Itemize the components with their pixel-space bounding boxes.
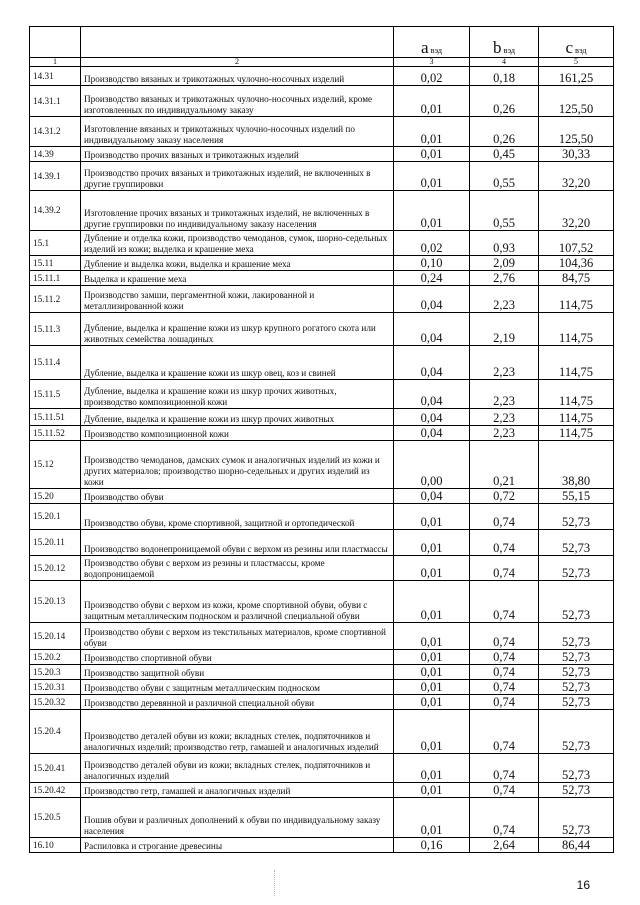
table-row [30,256,614,271]
activity-name: Дубление, выделка и крашение кожи из шкур крупного рогатого скота или животных семейства лошадиных [81,313,394,346]
coef-a-value: 0,04 [394,380,470,409]
activity-code: 15.11.3 [30,313,81,346]
activity-name: Распиловка и строгание древесины [81,838,394,853]
activity-name: Производство деталей обуви из кожи; вкладных стелек, подпяточников и аналогичных изделий; производство гетр, гамашей и аналогичных изделий [81,710,394,754]
activity-code: 15.1 [30,231,81,256]
activity-code: 15.11.2 [30,286,81,313]
coef-a-value: 0,16 [394,838,470,853]
coef-b-value: 0,74 [470,754,539,783]
coef-a-value: 0,04 [394,313,470,346]
coef-b-value: 0,26 [470,117,539,147]
coef-b-value: 2,19 [470,313,539,346]
coef-c-value: 107,52 [539,231,614,256]
coef-b-value: 0,55 [470,191,539,231]
coef-b-value: 0,18 [470,67,539,86]
coef-a-value: 0,01 [394,695,470,710]
activity-name: Производство вязаных и трикотажных чулочно-носочных изделий, кроме изготовленных по индивидуальному заказу [81,86,394,117]
activity-code: 15.11 [30,256,81,271]
activity-code: 15.20 [30,489,81,504]
coef-b-value: 0,74 [470,581,539,623]
coef-c-value: 38,80 [539,441,614,489]
coef-a-value: 0,02 [394,67,470,86]
header-code-cell [30,27,81,58]
coef-a-value: 0,01 [394,680,470,695]
header-a-cell: a вэд [394,27,470,58]
coef-b-value: 0,74 [470,556,539,581]
coef-a-value: 0,01 [394,623,470,650]
coef-c-value: 32,20 [539,191,614,231]
activity-code: 15.20.12 [30,556,81,581]
coef-c-value: 114,75 [539,409,614,426]
activity-name: Производство водонепроницаемой обуви с верхом из резины или пластмассы [81,530,394,556]
coef-b-value: 0,74 [470,798,539,838]
table-row [30,191,614,231]
activity-code: 14.31.2 [30,117,81,147]
coef-c-value: 52,73 [539,754,614,783]
table-row [30,623,614,650]
coef-b-value: 2,76 [470,271,539,286]
coef-a-value: 0,04 [394,346,470,380]
activity-name: Производство обуви с верхом из кожи, кроме спортивной обуви, обуви с защитным металлическим подноском и различной специальной обуви [81,581,394,623]
activity-code: 15.20.1 [30,504,81,530]
activity-name: Производство защитной обуви [81,665,394,680]
activity-code: 15.20.11 [30,530,81,556]
activity-name: Выделка и крашение меха [81,271,394,286]
table-header-row [30,27,614,58]
activity-code: 15.20.2 [30,650,81,665]
table-row [30,162,614,191]
activity-name: Производство прочих вязаных и трикотажных изделий [81,147,394,162]
activity-name: Производство композиционной кожи [81,426,394,441]
activity-code: 15.11.52 [30,426,81,441]
activity-code: 15.11.4 [30,346,81,380]
coef-a-value: 0,01 [394,556,470,581]
table-row [30,695,614,710]
activity-name: Производство вязаных и трикотажных чулочно-носочных изделий [81,67,394,86]
table-row [30,380,614,409]
coef-a-value: 0,02 [394,231,470,256]
coef-b-value: 0,26 [470,86,539,117]
coef-c-value: 52,73 [539,695,614,710]
coef-a-value: 0,01 [394,650,470,665]
activity-code: 15.20.4 [30,710,81,754]
activity-name: Пошив обуви и различных дополнений к обуви по индивидуальному заказу населения [81,798,394,838]
activity-name: Производство замши, пергаментной кожи, лакированной и металлизированной кожи [81,286,394,313]
header-c-cell: c вэд [539,27,614,58]
activity-name: Дубление и выделка кожи, выделка и крашение меха [81,256,394,271]
coef-b-value: 0,74 [470,680,539,695]
activity-code: 15.20.3 [30,665,81,680]
table-row [30,504,614,530]
table-row [30,346,614,380]
coef-c-value: 52,73 [539,680,614,695]
coef-c-value: 52,73 [539,556,614,581]
activity-name: Дубление, выделка и крашение кожи из шкур прочих животных [81,409,394,426]
coef-c-value: 32,20 [539,162,614,191]
coef-b-value: 2,23 [470,286,539,313]
coef-a-value: 0,01 [394,754,470,783]
table-row [30,271,614,286]
column-index: 1 [30,58,81,67]
coef-a-value: 0,04 [394,286,470,313]
table-row [30,441,614,489]
table-row [30,581,614,623]
coef-a-value: 0,01 [394,581,470,623]
coef-a-value: 0,01 [394,504,470,530]
scan-artifact-line [274,870,276,896]
activity-code: 14.39.1 [30,162,81,191]
coef-a-value: 0,04 [394,426,470,441]
coef-b-value: 0,74 [470,623,539,650]
table-row [30,147,614,162]
activity-name: Производство гетр, гамашей и аналогичных изделий [81,783,394,798]
coef-a-value: 0,01 [394,191,470,231]
column-index: 3 [394,58,470,67]
activity-code: 14.39.2 [30,191,81,231]
table-row [30,231,614,256]
coef-a-value: 0,01 [394,710,470,754]
coef-b-value: 0,74 [470,504,539,530]
coef-b-value: 0,74 [470,710,539,754]
header-name-cell [81,27,394,58]
coef-c-value: 30,33 [539,147,614,162]
coef-b-value: 2,23 [470,409,539,426]
coef-c-value: 114,75 [539,313,614,346]
table-row [30,117,614,147]
table-row [30,426,614,441]
coef-c-value: 84,75 [539,271,614,286]
coef-c-value: 104,36 [539,256,614,271]
table-row [30,838,614,853]
table-row [30,650,614,665]
activity-code: 16.10 [30,838,81,853]
column-index-row [30,58,614,67]
activity-code: 14.31 [30,67,81,86]
table-row [30,409,614,426]
column-index: 5 [539,58,614,67]
activity-name: Производство деревянной и различной специальной обуви [81,695,394,710]
activity-code: 15.20.13 [30,581,81,623]
coef-c-value: 52,73 [539,623,614,650]
activity-code: 14.39 [30,147,81,162]
coef-b-value: 0,45 [470,147,539,162]
activity-name: Производство обуви, кроме спортивной, защитной и ортопедической [81,504,394,530]
table-row [30,665,614,680]
table-row [30,754,614,783]
activity-name: Производство деталей обуви из кожи; вкладных стелек, подпяточников и аналогичных изделий [81,754,394,783]
coef-a-value: 0,04 [394,409,470,426]
coef-a-value: 0,01 [394,162,470,191]
coef-a-value: 0,01 [394,147,470,162]
coef-c-value: 114,75 [539,426,614,441]
coef-b-value: 0,21 [470,441,539,489]
coef-b-value: 2,23 [470,426,539,441]
coef-c-value: 114,75 [539,380,614,409]
coef-c-value: 114,75 [539,286,614,313]
coef-b-value: 0,55 [470,162,539,191]
coef-c-value: 86,44 [539,838,614,853]
coef-c-value: 161,25 [539,67,614,86]
activity-name: Производство обуви с защитным металлическим подноском [81,680,394,695]
table-row [30,67,614,86]
coef-c-value: 52,73 [539,650,614,665]
table-row [30,489,614,504]
table-row [30,530,614,556]
coef-b-value: 2,23 [470,380,539,409]
activity-name: Производство прочих вязаных и трикотажных изделий, не включенных в другие группировки [81,162,394,191]
coef-b-value: 0,93 [470,231,539,256]
activity-code: 15.20.14 [30,623,81,650]
table-row [30,286,614,313]
activity-code: 14.31.1 [30,86,81,117]
coef-c-value: 125,50 [539,86,614,117]
coef-c-value: 52,73 [539,783,614,798]
coef-a-value: 0,01 [394,530,470,556]
table-row [30,710,614,754]
coef-b-value: 0,74 [470,783,539,798]
coef-c-value: 52,73 [539,798,614,838]
coef-c-value: 114,75 [539,346,614,380]
activity-name: Производство обуви с верхом из текстильных материалов, кроме спортивной обуви [81,623,394,650]
activity-name: Производство обуви с верхом из резины и пластмассы, кроме водопроницаемой [81,556,394,581]
table-row [30,798,614,838]
column-index: 4 [470,58,539,67]
table-row [30,680,614,695]
table-row [30,313,614,346]
activity-name: Дубление и отделка кожи, производство чемоданов, сумок, шорно-седельных изделий из кожи; выделка и крашение меха [81,231,394,256]
coef-a-value: 0,24 [394,271,470,286]
coef-b-value: 2,09 [470,256,539,271]
activity-code: 15.20.42 [30,783,81,798]
page-number: 16 [576,878,590,892]
activity-name: Дубление, выделка и крашение кожи из шкур овец, коз и свиней [81,346,394,380]
coef-c-value: 52,73 [539,581,614,623]
coef-a-value: 0,01 [394,117,470,147]
activity-name: Производство обуви [81,489,394,504]
coef-c-value: 52,73 [539,710,614,754]
coef-a-value: 0,01 [394,783,470,798]
activity-code: 15.20.41 [30,754,81,783]
table-row [30,86,614,117]
coef-c-value: 52,73 [539,504,614,530]
activity-code: 15.20.32 [30,695,81,710]
table-row [30,556,614,581]
coef-b-value: 0,74 [470,530,539,556]
table-row [30,783,614,798]
coef-b-value: 2,64 [470,838,539,853]
coef-b-value: 0,74 [470,695,539,710]
coefficients-table [29,26,614,853]
activity-code: 15.12 [30,441,81,489]
coef-b-value: 0,74 [470,650,539,665]
activity-code: 15.20.5 [30,798,81,838]
coef-a-value: 0,10 [394,256,470,271]
coef-a-value: 0,00 [394,441,470,489]
activity-name: Производство спортивной обуви [81,650,394,665]
coef-b-value: 0,72 [470,489,539,504]
coef-a-value: 0,01 [394,798,470,838]
coef-b-value: 2,23 [470,346,539,380]
coef-b-value: 0,74 [470,665,539,680]
coef-a-value: 0,04 [394,489,470,504]
column-index: 2 [81,58,394,67]
header-b-cell: b вэд [470,27,539,58]
activity-name: Дубление, выделка и крашение кожи из шкур прочих животных, производство композиционной кожи [81,380,394,409]
activity-code: 15.11.1 [30,271,81,286]
coef-a-value: 0,01 [394,86,470,117]
coef-c-value: 52,73 [539,530,614,556]
activity-name: Производство чемоданов, дамских сумок и аналогичных изделий из кожи и других материалов; производство шорно-седельных и других изделий из кожи [81,441,394,489]
activity-code: 15.11.51 [30,409,81,426]
coef-c-value: 125,50 [539,117,614,147]
coef-c-value: 55,15 [539,489,614,504]
activity-code: 15.11.5 [30,380,81,409]
coef-a-value: 0,01 [394,665,470,680]
activity-name: Изготовление прочих вязаных и трикотажных изделий, не включенных в другие группировки по индивидуальному заказу населения [81,191,394,231]
activity-code: 15.20.31 [30,680,81,695]
activity-name: Изготовление вязаных и трикотажных чулочно-носочных изделий по индивидуальному заказу населения [81,117,394,147]
coef-c-value: 52,73 [539,665,614,680]
